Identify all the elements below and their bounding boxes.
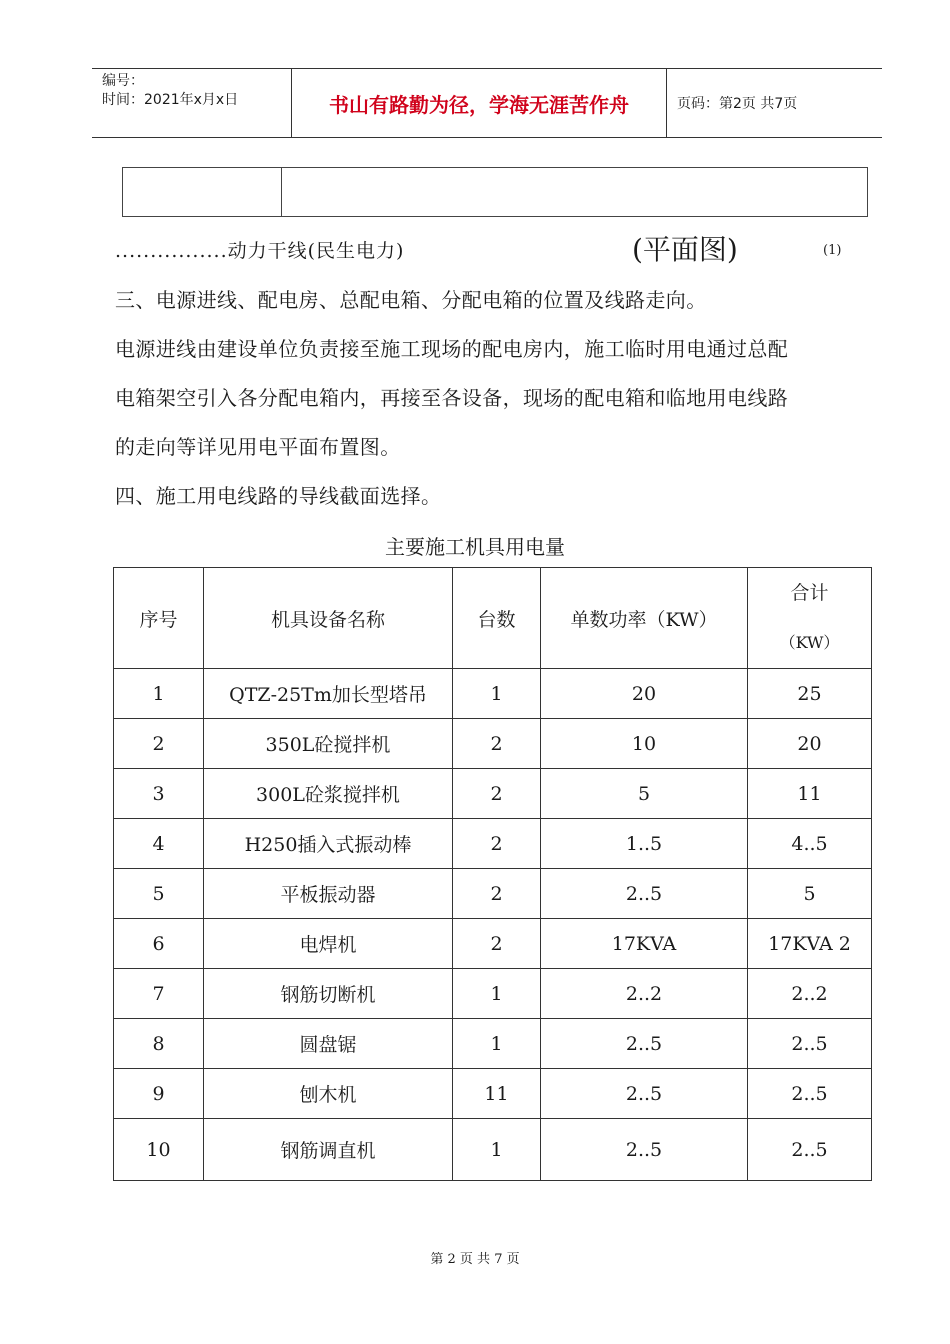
table-cell: 25 (748, 669, 872, 719)
table-cell: 17KVA 2 (748, 919, 872, 969)
plan-number: (1) (823, 243, 842, 258)
table-cell: 刨木机 (204, 1069, 453, 1119)
table-row (114, 919, 872, 969)
table-cell: 钢筋调直机 (204, 1119, 453, 1181)
table-cell: 350L砼搅拌机 (204, 719, 453, 769)
table-cell: 1 (453, 669, 541, 719)
table-cell: 1 (114, 669, 204, 719)
table-cell: 钢筋切断机 (204, 969, 453, 1019)
table-cell: 3 (114, 769, 204, 819)
table-cell: 2..2 (541, 969, 748, 1019)
code-label: 编号： (102, 73, 144, 89)
empty-table-fragment (122, 167, 868, 217)
table-cell: 10 (541, 719, 748, 769)
table-cell: 2..5 (541, 1069, 748, 1119)
table-row (114, 969, 872, 1019)
table-cell: 1 (453, 1019, 541, 1069)
table-cell: 4..5 (748, 819, 872, 869)
table-row (114, 669, 872, 719)
header-cell: 台数 (453, 568, 541, 669)
table-cell: 2..2 (748, 969, 872, 1019)
table-row (114, 769, 872, 819)
table-cell: 9 (114, 1069, 204, 1119)
table-cell: 2 (114, 719, 204, 769)
table-cell: 2..5 (541, 869, 748, 919)
table-row (114, 1019, 872, 1069)
table-cell: 2..5 (748, 1069, 872, 1119)
table-cell: 7 (114, 969, 204, 1019)
table-row (114, 1119, 872, 1181)
table-row (114, 819, 872, 869)
table-cell: 17KVA (541, 919, 748, 969)
table-cell: 2 (453, 769, 541, 819)
header-page-info: 页码：第2页 共7页 (677, 96, 798, 112)
section3-title: 三、电源进线、配电房、总配电箱、分配电箱的位置及线路走向。 (115, 288, 707, 312)
header-total-label: 合计 (790, 582, 829, 604)
table-cell: 2..5 (748, 1019, 872, 1069)
table-cell: 5 (541, 769, 748, 819)
table-cell: 圆盘锯 (204, 1019, 453, 1069)
table-cell: 1 (453, 1119, 541, 1181)
paragraph-line: 电箱架空引入各分配电箱内，再接至各设备，现场的配电箱和临地用电线路 (115, 386, 789, 410)
header-motto: 书山有路勤为径，学海无涯苦作舟 (292, 69, 667, 137)
table-cell: 20 (748, 719, 872, 769)
table-cell: 平板振动器 (204, 869, 453, 919)
table-cell: QTZ-25Tm加长型塔吊 (204, 669, 453, 719)
page-header (92, 68, 882, 138)
table-cell: 1 (453, 969, 541, 1019)
table-row (114, 719, 872, 769)
table-header-row (114, 568, 872, 669)
header-total-unit: （KW） (779, 633, 840, 652)
table-cell: 20 (541, 669, 748, 719)
table-cell: 11 (748, 769, 872, 819)
table-cell: 8 (114, 1019, 204, 1069)
table-cell: 300L砼浆搅拌机 (204, 769, 453, 819)
header-cell: 序号 (114, 568, 204, 669)
empty-cell (123, 168, 282, 216)
power-trunk-line: ................动力干线(民生电力) (115, 240, 405, 262)
table-cell: 2..5 (748, 1119, 872, 1181)
paragraph-line: 的走向等详见用电平面布置图。 (115, 435, 401, 459)
page-footer: 第 2 页 共 7 页 (430, 1252, 520, 1267)
table-cell: 2 (453, 719, 541, 769)
table-cell: 1..5 (541, 819, 748, 869)
table-cell: 10 (114, 1119, 204, 1181)
table-cell: 11 (453, 1069, 541, 1119)
section4-title: 四、施工用电线路的导线截面选择。 (115, 484, 442, 508)
table-cell: 5 (114, 869, 204, 919)
table-cell: 4 (114, 819, 204, 869)
time-label: 时间：2021年x月x日 (102, 92, 239, 108)
table-row (114, 1069, 872, 1119)
empty-cell (282, 168, 867, 216)
table-cell: 5 (748, 869, 872, 919)
plan-label: (平面图) (632, 233, 738, 266)
equipment-power-table (113, 567, 872, 1181)
header-meta (92, 69, 292, 137)
table-cell: 6 (114, 919, 204, 969)
paragraph-line: 电源进线由建设单位负责接至施工现场的配电房内，施工临时用电通过总配 (115, 337, 789, 361)
table-cell: 2 (453, 819, 541, 869)
table-cell: 2..5 (541, 1019, 748, 1069)
table-cell: 电焊机 (204, 919, 453, 969)
table-cell: 2 (453, 869, 541, 919)
table-row (114, 869, 872, 919)
table-cell: H250插入式振动棒 (204, 819, 453, 869)
table-caption: 主要施工机具用电量 (385, 535, 565, 559)
header-cell-total (748, 568, 872, 669)
table-cell: 2 (453, 919, 541, 969)
header-cell: 机具设备名称 (204, 568, 453, 669)
table-cell: 2..5 (541, 1119, 748, 1181)
header-cell: 单数功率（KW） (541, 568, 748, 669)
